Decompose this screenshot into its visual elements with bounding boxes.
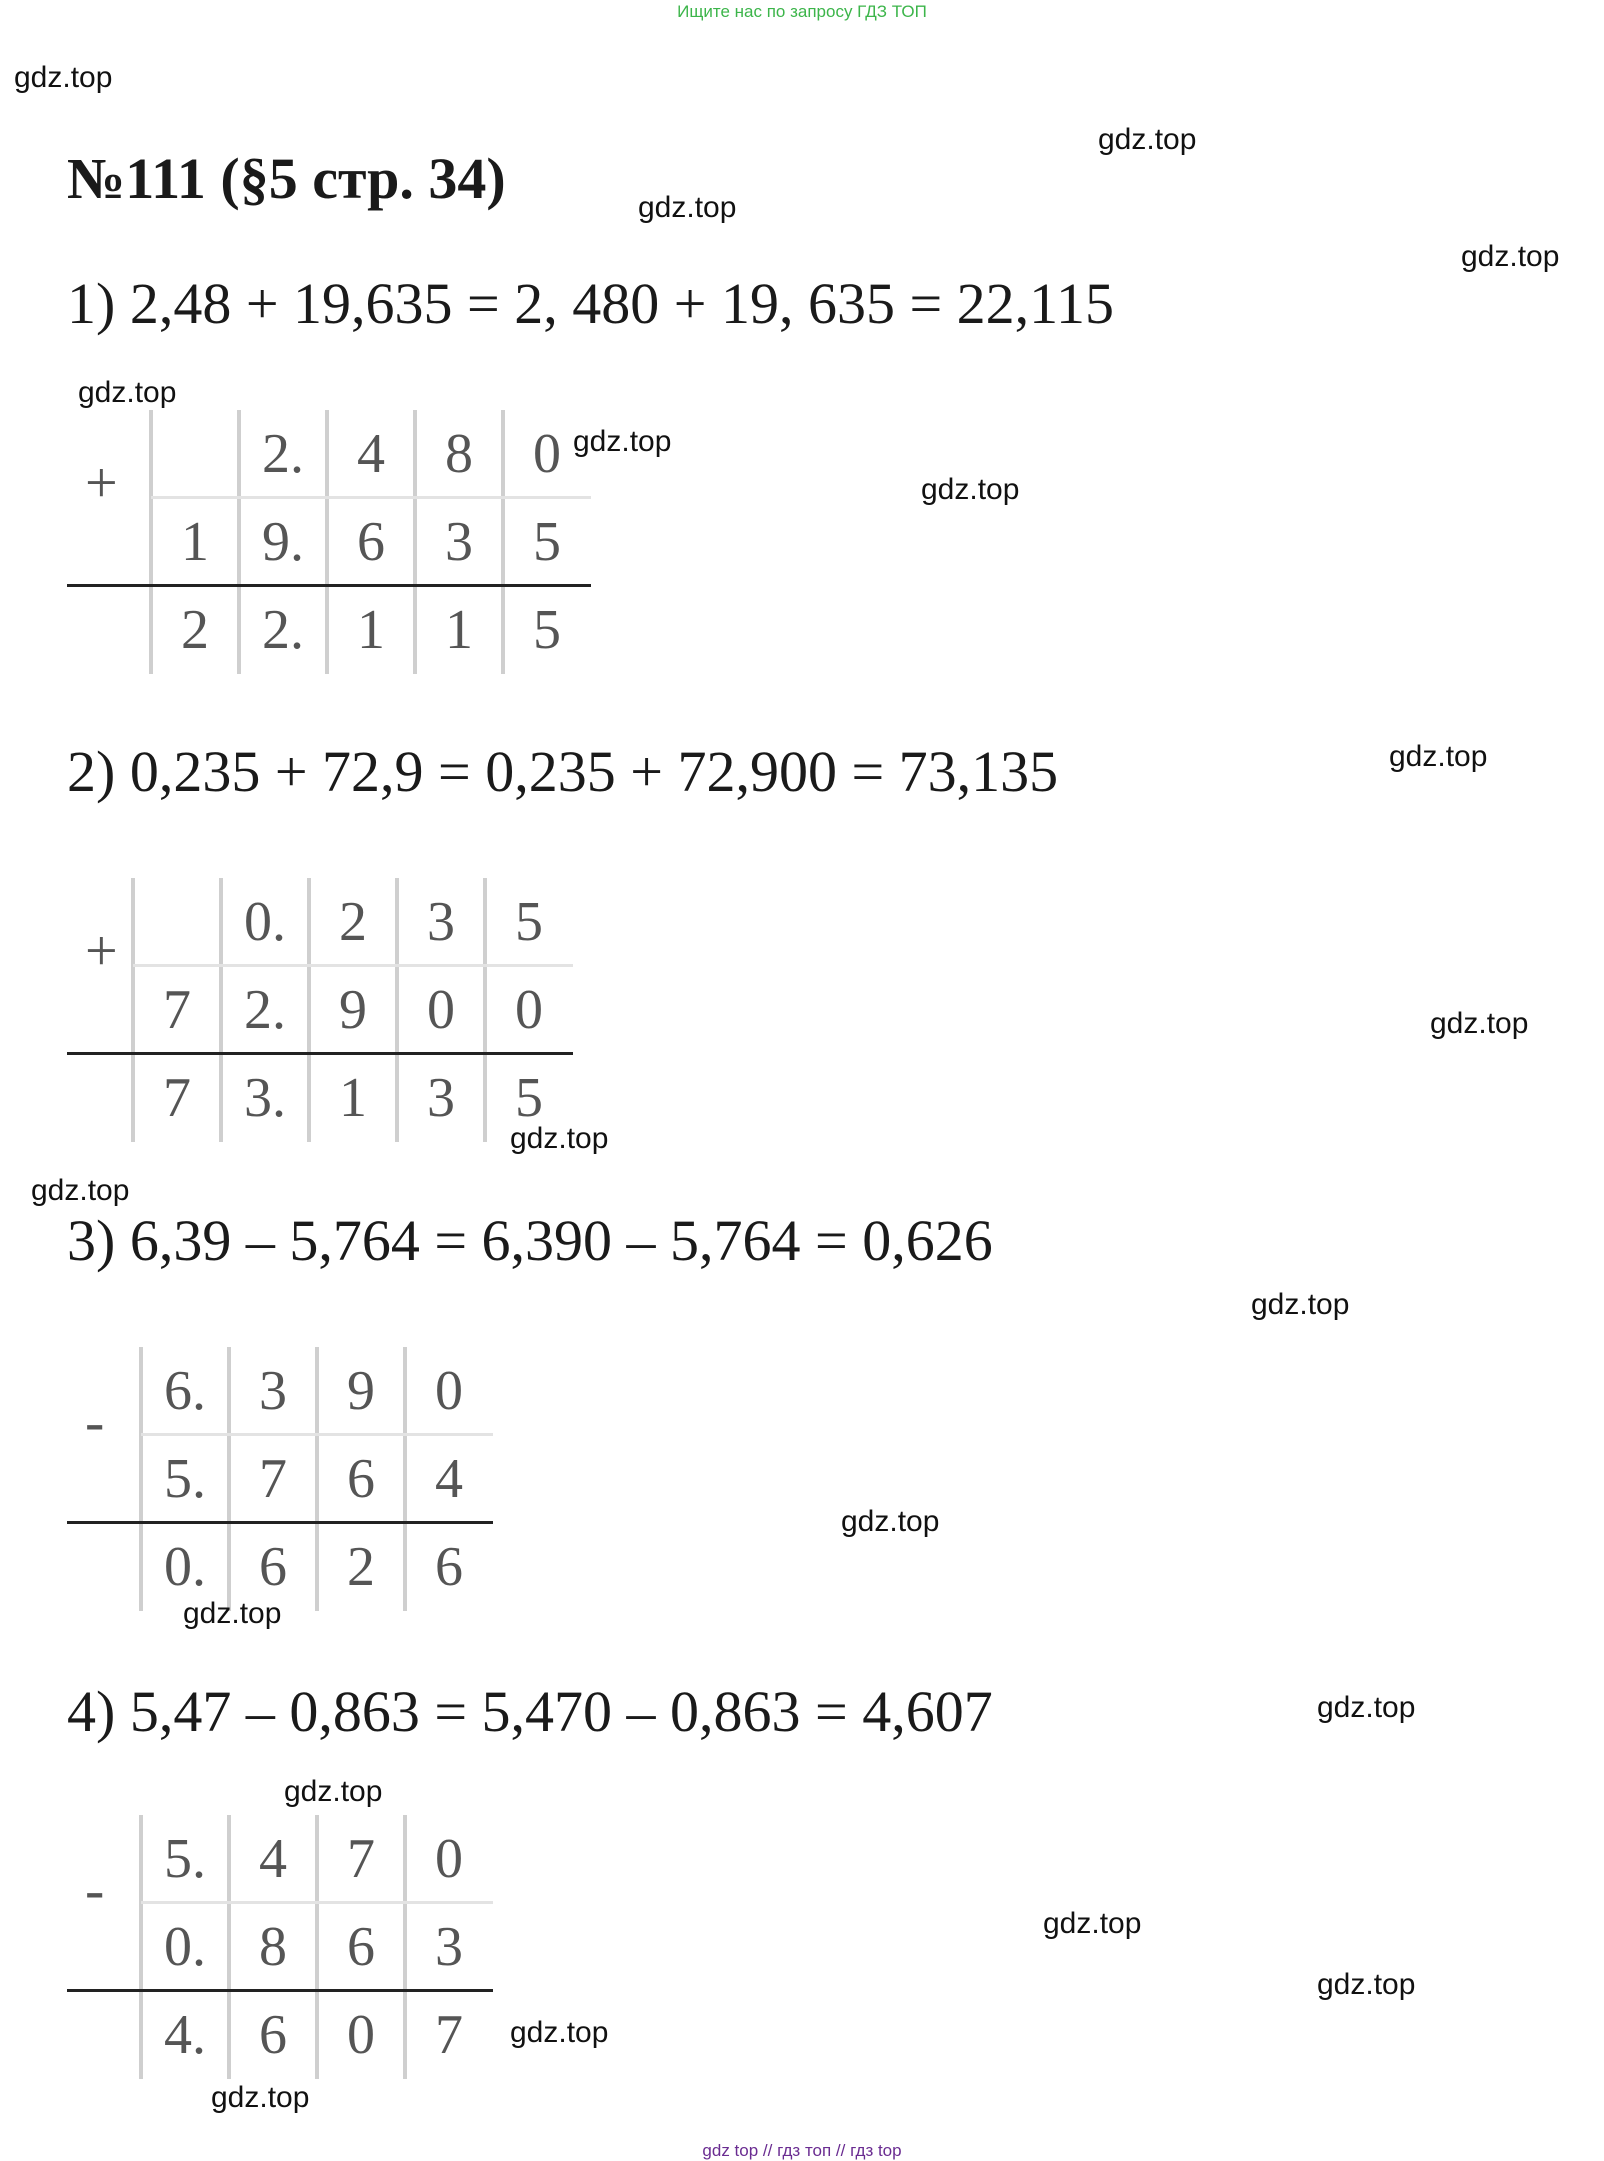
grid-line — [227, 1815, 231, 2079]
digit-cell: 5 — [515, 1067, 543, 1129]
watermark: gdz.top — [211, 2081, 310, 2114]
digit-cell: 9 — [339, 979, 367, 1041]
grid-line — [141, 1433, 493, 1436]
digit-cell: 2 — [339, 891, 367, 953]
digit-cell: 0 — [435, 1360, 463, 1422]
grid-line — [139, 1347, 143, 1611]
result-line — [67, 584, 591, 587]
watermark: gdz.top — [284, 1775, 383, 1808]
watermark: gdz.top — [31, 1174, 130, 1207]
watermark: gdz.top — [841, 1505, 940, 1538]
grid-line — [501, 410, 505, 674]
digit-cell: 8 — [259, 1916, 287, 1978]
watermark: gdz.top — [510, 2016, 609, 2049]
digit-cell: 6 — [259, 1536, 287, 1598]
digit-cell: 7 — [163, 979, 191, 1041]
digit-cell: 0. — [164, 1536, 206, 1598]
grid-line — [151, 496, 591, 499]
digit-cell: 3 — [427, 891, 455, 953]
digit-cell: 2 — [347, 1536, 375, 1598]
watermark: gdz.top — [183, 1597, 282, 1630]
digit-cell: 0 — [515, 979, 543, 1041]
equation-3: 3) 6,39 – 5,764 = 6,390 – 5,764 = 0,626 — [67, 1208, 993, 1273]
watermark: gdz.top — [14, 61, 113, 94]
digit-cell: 8 — [445, 423, 473, 485]
grid-line — [227, 1347, 231, 1611]
digit-cell: 0 — [347, 2004, 375, 2066]
watermark: gdz.top — [1098, 123, 1197, 156]
watermark: gdz.top — [78, 376, 177, 409]
operator-sign: - — [85, 1857, 105, 1922]
digit-cell: 2. — [262, 423, 304, 485]
digit-cell: 7 — [435, 2004, 463, 2066]
watermark: gdz.top — [921, 473, 1020, 506]
grid-line — [413, 410, 417, 674]
digit-cell: 4 — [259, 1828, 287, 1890]
result-line — [67, 1052, 573, 1055]
operator-sign: + — [85, 450, 118, 515]
grid-line — [141, 1901, 493, 1904]
digit-cell: 3. — [244, 1067, 286, 1129]
digit-cell: 1 — [357, 599, 385, 661]
digit-cell: 6 — [435, 1536, 463, 1598]
equation-4: 4) 5,47 – 0,863 = 5,470 – 0,863 = 4,607 — [67, 1679, 993, 1744]
digit-cell: 9. — [262, 511, 304, 573]
watermark: gdz.top — [1251, 1288, 1350, 1321]
watermark: gdz.top — [1317, 1968, 1416, 2001]
digit-cell: 4. — [164, 2004, 206, 2066]
operator-sign: - — [85, 1389, 105, 1454]
digit-cell: 1 — [339, 1067, 367, 1129]
digit-cell: 1 — [181, 511, 209, 573]
result-line — [67, 1989, 493, 1992]
grid-line — [403, 1815, 407, 2079]
watermark: gdz.top — [1389, 740, 1488, 773]
watermark: gdz.top — [1043, 1907, 1142, 1940]
grid-line — [237, 410, 241, 674]
digit-cell: 1 — [445, 599, 473, 661]
grid-line — [315, 1347, 319, 1611]
grid-line — [403, 1347, 407, 1611]
digit-cell: 5. — [164, 1828, 206, 1890]
digit-cell: 3 — [435, 1916, 463, 1978]
digit-cell: 0 — [435, 1828, 463, 1890]
digit-cell: 5 — [515, 891, 543, 953]
digit-cell — [151, 410, 239, 498]
digit-cell: 2 — [181, 599, 209, 661]
result-line — [67, 1521, 493, 1524]
digit-cell: 7 — [163, 1067, 191, 1129]
grid-line — [219, 878, 223, 1142]
equation-1: 1) 2,48 + 19,635 = 2, 480 + 19, 635 = 22,115 — [67, 271, 1115, 336]
watermark: gdz.top — [573, 425, 672, 458]
watermark: gdz.top — [1461, 240, 1560, 273]
digit-cell: 0. — [164, 1916, 206, 1978]
digit-cell: 6. — [164, 1360, 206, 1422]
digit-cell: 4 — [357, 423, 385, 485]
digit-cell: 4 — [435, 1448, 463, 1510]
top-banner: Ищите нас по запросу ГДЗ ТОП — [677, 2, 927, 21]
digit-cell — [133, 878, 221, 966]
page-title: №111 (§5 стр. 34) — [67, 146, 506, 211]
digit-cell: 6 — [357, 511, 385, 573]
digit-cell: 7 — [347, 1828, 375, 1890]
digit-cell: 3 — [259, 1360, 287, 1422]
digit-cell: 3 — [427, 1067, 455, 1129]
grid-line — [483, 878, 487, 1142]
equation-2: 2) 0,235 + 72,9 = 0,235 + 72,900 = 73,135 — [67, 739, 1059, 804]
digit-cell: 9 — [347, 1360, 375, 1422]
digit-cell: 6 — [347, 1448, 375, 1510]
watermark: gdz.top — [638, 191, 737, 224]
digit-cell: 0 — [427, 979, 455, 1041]
grid-line — [133, 964, 573, 967]
digit-cell: 7 — [259, 1448, 287, 1510]
grid-line — [315, 1815, 319, 2079]
grid-line — [139, 1815, 143, 2079]
watermark: gdz.top — [1430, 1007, 1529, 1040]
digit-cell: 5 — [533, 599, 561, 661]
digit-cell: 2. — [262, 599, 304, 661]
digit-cell: 5 — [533, 511, 561, 573]
watermark: gdz.top — [1317, 1691, 1416, 1724]
digit-cell: 3 — [445, 511, 473, 573]
digit-cell: 6 — [259, 2004, 287, 2066]
grid-line — [131, 878, 135, 1142]
digit-cell: 6 — [347, 1916, 375, 1978]
grid-line — [325, 410, 329, 674]
digit-cell: 2. — [244, 979, 286, 1041]
grid-line — [395, 878, 399, 1142]
digit-cell: 5. — [164, 1448, 206, 1510]
operator-sign: + — [85, 918, 118, 983]
digit-cell: 0. — [244, 891, 286, 953]
watermark: gdz.top — [510, 1122, 609, 1155]
grid-line — [149, 410, 153, 674]
footer: gdz top // гдз топ // гдз top — [702, 2141, 902, 2160]
digit-cell: 0 — [533, 423, 561, 485]
grid-line — [307, 878, 311, 1142]
